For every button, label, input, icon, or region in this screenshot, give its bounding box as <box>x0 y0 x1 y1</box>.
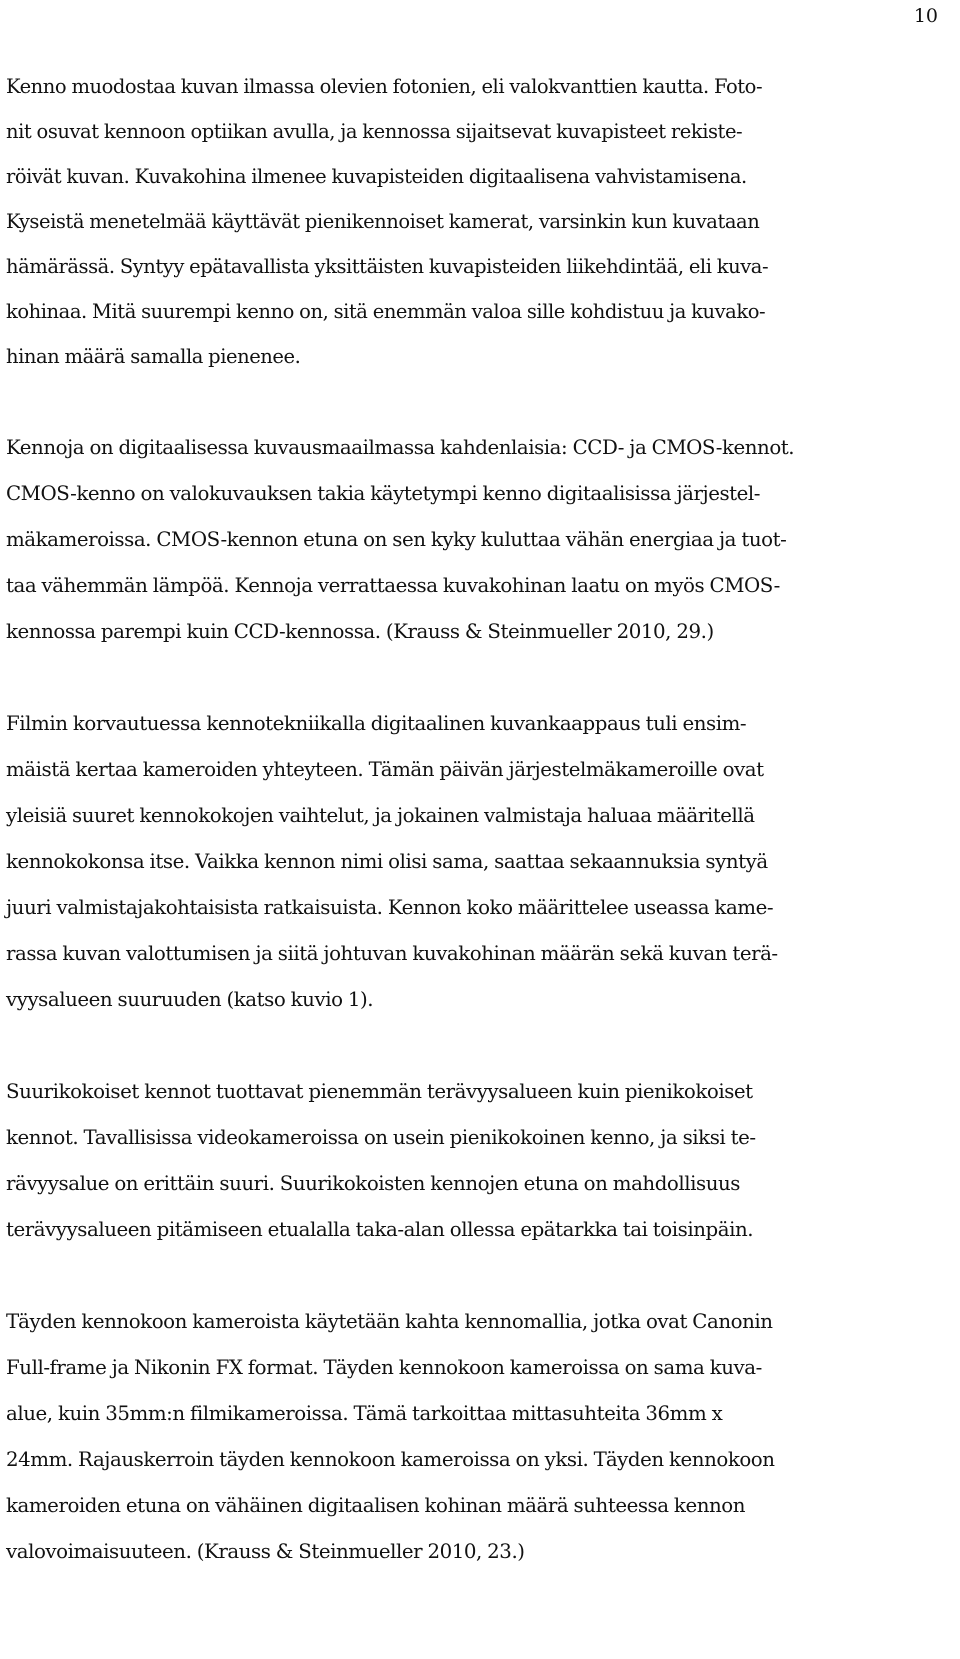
text-line: hinan määrä samalla pienenee. <box>6 345 301 368</box>
text-line: terävyysalueen pitämiseen etualalla taka-alan ollessa epätarkka tai toisinpäin. <box>6 1218 754 1241</box>
text-line: hämärässä. Syntyy epätavallista yksittäisten kuvapisteiden liikehdintää, eli kuva- <box>6 255 769 278</box>
text-line: Kyseistä menetelmää käyttävät pienikennoiset kamerat, varsinkin kun kuvataan <box>6 210 760 233</box>
text-line: Filmin korvautuessa kennotekniikalla digitaalinen kuvankaappaus tuli ensim- <box>6 712 747 735</box>
text-line: vyysalueen suuruuden (katso kuvio 1). <box>6 988 374 1011</box>
text-line: rävyysalue on erittäin suuri. Suurikokoisten kennojen etuna on mahdollisuus <box>6 1172 740 1195</box>
text-line: CMOS-kenno on valokuvauksen takia käytetympi kenno digitaalisissa järjestel- <box>6 482 761 505</box>
text-line: 24mm. Rajauskerroin täyden kennokoon kameroissa on yksi. Täyden kennokoon <box>6 1448 775 1471</box>
text-line: mäkameroissa. CMOS-kennon etuna on sen kyky kuluttaa vähän energiaa ja tuot- <box>6 528 787 551</box>
text-line: kennot. Tavallisissa videokameroissa on usein pienikokoinen kenno, ja siksi te- <box>6 1126 756 1149</box>
text-line: Täyden kennokoon kameroista käytetään kahta kennomallia, jotka ovat Canonin <box>6 1310 773 1333</box>
text-line: kameroiden etuna on vähäinen digitaalisen kohinan määrä suhteessa kennon <box>6 1494 746 1517</box>
text-line: nit osuvat kennoon optiikan avulla, ja kennossa sijaitsevat kuvapisteet rekiste- <box>6 120 743 143</box>
text-line: yleisiä suuret kennokokojen vaihtelut, ja jokainen valmistaja haluaa määritellä <box>6 804 755 827</box>
text-line: Full-frame ja Nikonin FX format. Täyden kennokoon kameroissa on sama kuva- <box>6 1356 762 1379</box>
text-line: juuri valmistajakohtaisista ratkaisuista. Kennon koko määrittelee useassa kame- <box>6 896 774 919</box>
paragraph-ccd-cmos <box>6 425 942 655</box>
page-number: 10 <box>913 5 938 27</box>
text-line: röivät kuvan. Kuvakohina ilmenee kuvapisteiden digitaalisena vahvistamisena. <box>6 165 747 188</box>
text-line: taa vähemmän lämpöä. Kennoja verrattaessa kuvakohinan laatu on myös CMOS- <box>6 574 780 597</box>
text-line: valovoimaisuuteen. (Krauss & Steinmueller 2010, 23.) <box>6 1540 525 1563</box>
text-line: kennossa parempi kuin CCD-kennossa. (Krauss & Steinmueller 2010, 29.) <box>6 620 714 643</box>
text-line: alue, kuin 35mm:n filmikameroissa. Tämä tarkoittaa mittasuhteita 36mm x <box>6 1402 723 1425</box>
text-line: kennokokonsa itse. Vaikka kennon nimi olisi sama, saattaa sekaannuksia syntyä <box>6 850 768 873</box>
paragraph-sensor-basics <box>6 64 942 379</box>
paragraph-depth-of-field <box>6 1069 942 1253</box>
text-line: mäistä kertaa kameroiden yhteyteen. Tämän päivän järjestelmäkameroille ovat <box>6 758 764 781</box>
text-line: Suurikokoiset kennot tuottavat pienemmän terävyysalueen kuin pienikokoiset <box>6 1080 753 1103</box>
document-body <box>6 64 942 1575</box>
paragraph-sensor-sizes <box>6 701 942 1023</box>
text-line: Kennoja on digitaalisessa kuvausmaailmassa kahdenlaisia: CCD- ja CMOS-kennot. <box>6 436 795 459</box>
text-line: kohinaa. Mitä suurempi kenno on, sitä enemmän valoa sille kohdistuu ja kuvako- <box>6 300 766 323</box>
text-line: rassa kuvan valottumisen ja siitä johtuvan kuvakohinan määrän sekä kuvan terä- <box>6 942 778 965</box>
paragraph-full-frame <box>6 1299 942 1575</box>
text-line: Kenno muodostaa kuvan ilmassa olevien fotonien, eli valokvanttien kautta. Foto- <box>6 75 763 98</box>
